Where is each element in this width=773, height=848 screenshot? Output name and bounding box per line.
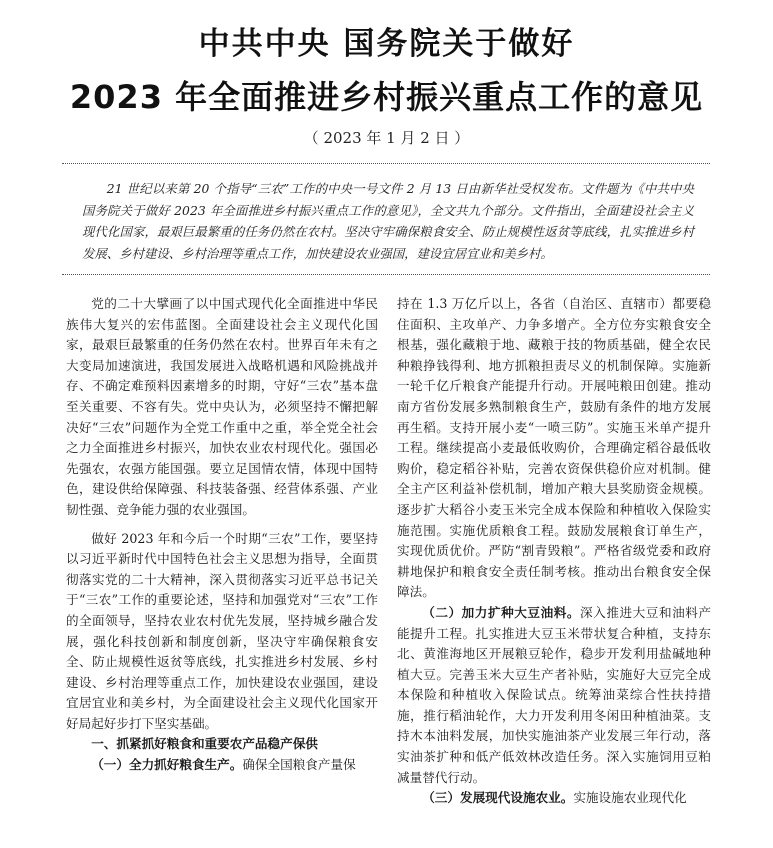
sub-section-paragraph <box>66 755 378 776</box>
sub-heading: （二）加力扩种大豆油料。 <box>422 604 581 620</box>
summary-abstract: 21 世纪以来第 20 个指导“三农”工作的中央一号文件 2 月 13 日由新华社受权发布。文件题为《中共中央 国务院关于做好 2023 年全面推进乡村振兴重点工作的意见》，全文共九个部分。文件指出，全面建设社会主义现代化国家，最艰巨最繁重的任务仍然在农村。坚决守牢确保粮食安全、防止规模性返贫等底线，扎实推进乡村发展、乡村建设、乡村治理等重点工作，加快建设农业强国，建设宜居宜业和美乡村。 <box>82 181 694 261</box>
body-column-right <box>397 294 711 848</box>
sub-text: 深入推进大豆和油料产能提升工程。扎实推进大豆玉米带状复合种植，支持东北、黄淮海地区开展粮豆轮作，稳步开发利用盐碱地种植大豆。完善玉米大豆生产者补贴，实施好大豆完全成本保险和种植收入保险试点。统筹油菜综合性扶持措施，推行稻油轮作，大力开发利用冬闲田种植油菜。支持木本油料发展，加快实施油茶产业发展三年行动，落实油茶扩种和低产低效林改造任务。深入实施饲用豆粕减量替代行动。 <box>397 604 711 785</box>
divider-top <box>62 163 710 164</box>
title-line-1: 中共中央 国务院关于做好 <box>198 26 575 62</box>
sub-text: 确保全国粮食产量保 <box>242 757 356 773</box>
sub-text: 实施设施农业现代化 <box>573 790 687 806</box>
publication-date: （ 2023 年 1 月 2 日 ） <box>303 129 470 147</box>
body-paragraph: 党的二十大擘画了以中国式现代化全面推进中华民族伟大复兴的宏伟蓝图。全面建设社会主义现代化国家，最艰巨最繁重的任务仍然在农村。世界百年未有之大变局加速演进，我国发展进入战略机遇和风险挑战并存、不确定难预料因素增多的时期，守好“三农”基本盘至关重要、不容有失。党中央认为，必须坚持不懈把解决好“三农”问题作为全党工作重中之重，举全党全社会之力全面推进乡村振兴，加快农业农村现代化。强国必先强农，农强方能国强。要立足国情农情，体现中国特色，建设供给保障强、科技装备强、经营体系强、产业韧性强、竞争能力强的农业强国。 <box>66 296 378 517</box>
title-line-2: 2023 年全面推进乡村振兴重点工作的意见 <box>69 78 704 116</box>
sub-section-paragraph <box>397 603 711 788</box>
body-column-left <box>66 294 378 848</box>
sub-heading: （三）发展现代设施农业。 <box>422 790 574 806</box>
section-heading: 一、抓紧抓好粮食和重要农产品稳产保供 <box>91 736 318 752</box>
body-paragraph: 持在 1.3 万亿斤以上，各省（自治区、直辖市）都要稳住面积、主攻单产、力争多增产。全方位夯实粮食安全根基，强化藏粮于地、藏粮于技的物质基础，健全农民种粮挣钱得利、地方抓粮担责尽义的机制保障。实施新一轮千亿斤粮食产能提升行动。开展吨粮田创建。推动南方省份发展多熟制粮食生产，鼓励有条件的地方发展再生稻。支持开展小麦“一喷三防”。实施玉米单产提升工程。继续提高小麦最低收购价，合理确定稻谷最低收购价，稳定稻谷补贴，完善农资保供稳价应对机制。健全主产区利益补偿机制，增加产粮大县奖励资金规模。逐步扩大稻谷小麦玉米完全成本保险和种植收入保险实施范围。实施优质粮食工程。鼓励发展粮食订单生产，实现优质优价。严防“割青毁粮”。严格省级党委和政府耕地保护和粮食安全责任制考核。推动出台粮食安全保障法。 <box>397 296 711 600</box>
divider-bottom <box>62 274 710 275</box>
sub-heading: （一）全力抓好粮食生产。 <box>91 757 243 773</box>
body-paragraph: 做好 2023 年和今后一个时期“三农”工作，要坚持以习近平新时代中国特色社会主义思想为指导，全面贯彻落实党的二十大精神，深入贯彻落实习近平总书记关于“三农”工作的重要论述，坚持和加强党对“三农”工作的全面领导，坚持农业农村优先发展，坚持城乡融合发展，强化科技创新和制度创新，坚决守牢确保粮食安全、防止规模性返贫等底线，扎实推进乡村发展、乡村建设、乡村治理等重点工作，加快建设农业强国，建设宜居宜业和美乡村，为全面建设社会主义现代化国家开好局起好步打下坚实基础。 <box>66 530 378 731</box>
sub-section-paragraph <box>397 788 711 809</box>
